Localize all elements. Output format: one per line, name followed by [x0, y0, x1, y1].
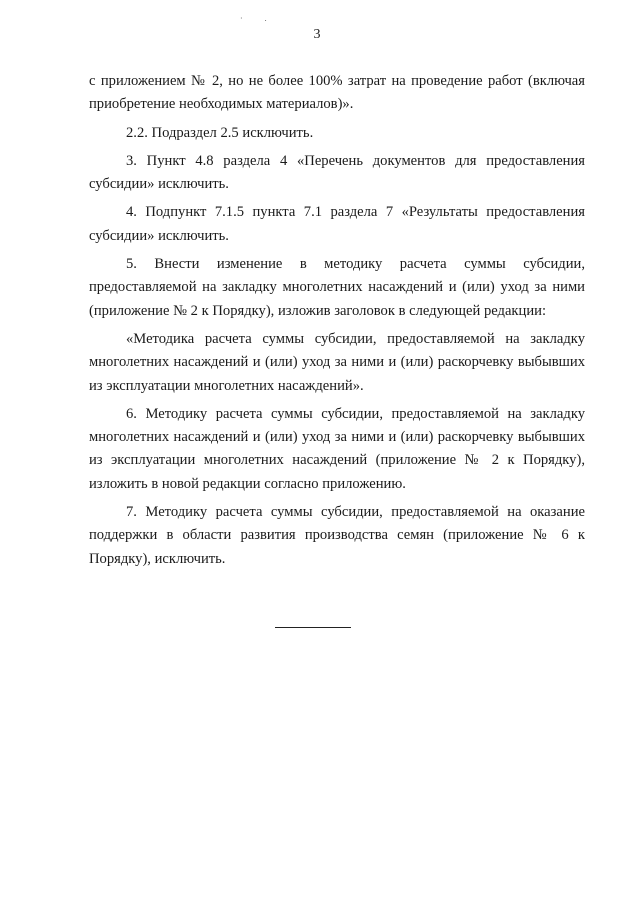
paragraph-7: 7. Методику расчета суммы субсидии, предоставляемой на оказание поддержки в области развития производства семян (приложение № 6 к Порядку), исключить. [89, 504, 585, 567]
paragraph-6: 6. Методику расчета суммы субсидии, предоставляемой на закладку многолетних насаждений и (или) уход за ними и (или) раскорчевку выбывших из эксплуатации многолетних насаждений (приложение № 2 к Порядку), изложить в новой редакции согласно приложению. [89, 405, 585, 492]
page-number: 3 [313, 27, 321, 42]
paragraph-continuation: с приложением № 2, но не более 100% затрат на проведение работ (включая приобретение необходимых материалов)». [89, 73, 585, 113]
paragraph-3: 3. Пункт 4.8 раздела 4 «Перечень документов для предоставления субсидии» исключить. [89, 152, 585, 193]
paragraph-5-quote: «Методика расчета суммы субсидии, предоставляемой на закладку многолетних насаждений и (или) уход за ними и (или) раскорчевку выбывших из эксплуатации многолетних насаждений». [89, 330, 585, 394]
paragraph-4: 4. Подпункт 7.1.5 пункта 7.1 раздела 7 «Результаты предоставления субсидии» исключить. [89, 204, 585, 244]
paragraph-5: 5. Внести изменение в методику расчета суммы субсидии, предоставляемой на закладку многолетних насаждений и (или) уход за ними (приложение № 2 к Порядку), изложив заголовок в следующей редакции: [89, 256, 585, 319]
document-body [89, 70, 585, 576]
end-separator-line [275, 627, 351, 628]
scan-artifact-marks: · . [240, 14, 277, 23]
paragraph-2-2: 2.2. Подраздел 2.5 исключить. [126, 124, 314, 141]
